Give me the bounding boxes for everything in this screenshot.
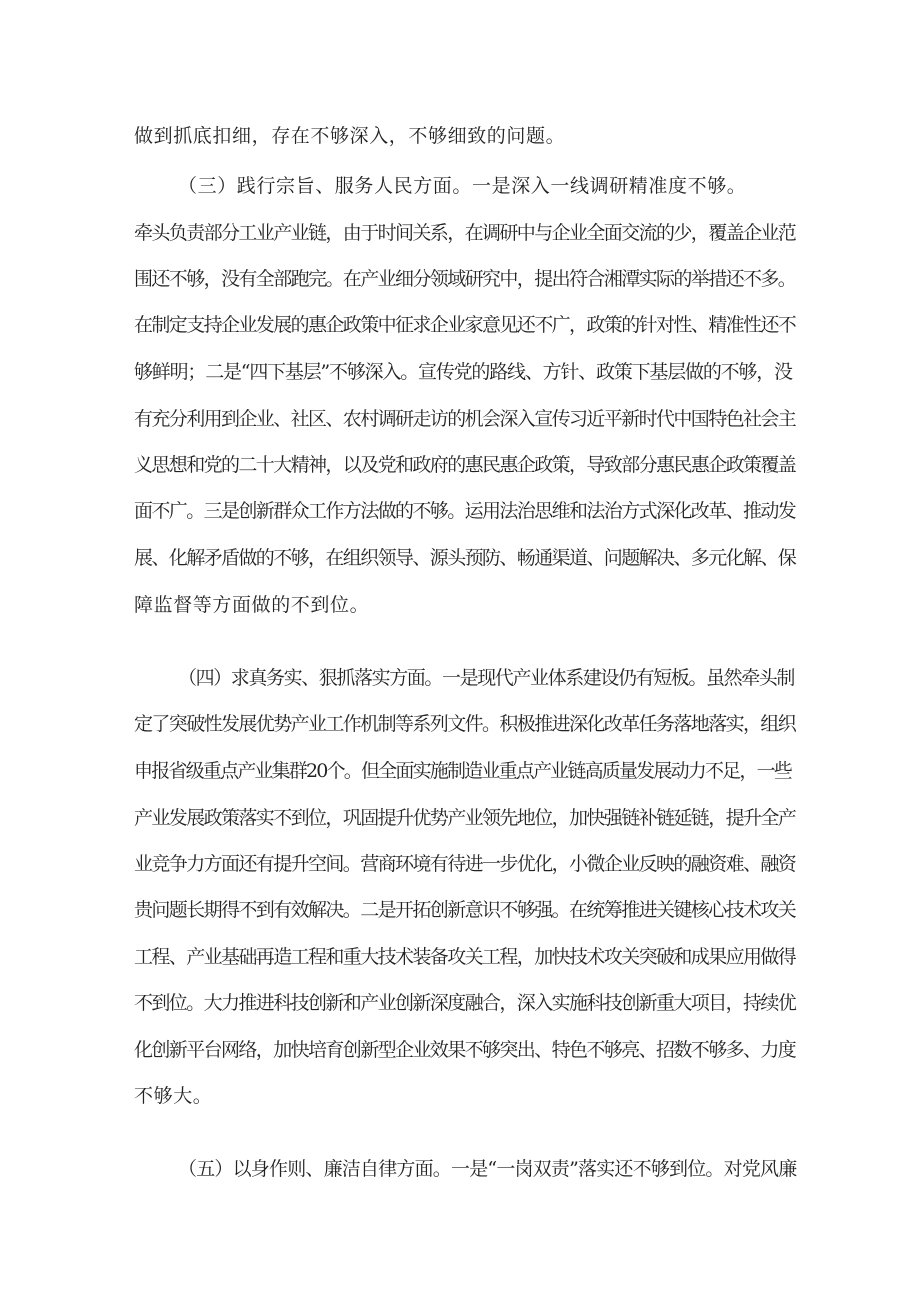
text-line: 产业发展政策落实不到位，巩固提升优势产业领先地位，加快强链补链延链，提升全产 xyxy=(134,807,796,829)
text-line: 在制定支持企业发展的惠企政策中征求企业家意见还不广，政策的针对性、精准性还不 xyxy=(134,314,796,336)
text-line: 定了突破性发展优势产业工作机制等系列文件。积极推进深化改革任务落地落实，组织 xyxy=(134,713,796,735)
text-line: 申报省级重点产业集群20个。但全面实施制造业重点产业链高质量发展动力不足，一些 xyxy=(134,760,791,782)
text-line: 不到位。大力推进科技创新和产业创新深度融合，深入实施科技创新重大项目，持续优 xyxy=(134,992,796,1014)
section-heading-5: （五）以身作则、廉洁自律方面。一是“一岗双责”落实还不够到位。对党风廉 xyxy=(178,1158,797,1180)
text-line: 障监督等方面做的不到位。 xyxy=(134,594,370,616)
text-line: 面不广。三是创新群众工作方法做的不够。运用法治思维和法治方式深化改革、推动发 xyxy=(134,500,796,522)
text-line: 做到抓底扣细，存在不够深入，不够细致的问题。 xyxy=(134,125,566,147)
text-line: 业竞争力方面还有提升空间。营商环境有待进一步优化，小微企业反映的融资难、融资 xyxy=(134,853,796,875)
section-heading-4: （四）求真务实、狠抓落实方面。一是现代产业体系建设仍有短板。虽然牵头制 xyxy=(178,667,795,689)
text-line: 围还不够，没有全部跑完。在产业细分领域研究中，提出符合湘潭实际的举措还不多。 xyxy=(134,268,796,290)
text-line: 贵问题长期得不到有效解决。二是开拓创新意识不够强。在统筹推进关键核心技术攻关 xyxy=(134,899,796,921)
text-line: 化创新平台网络，加快培育创新型企业效果不够突出、特色不够亮、招数不够多、力度 xyxy=(134,1039,796,1061)
text-line: 不够大。 xyxy=(134,1085,213,1107)
text-line: 有充分利用到企业、社区、农村调研走访的机会深入宣传习近平新时代中国特色社会主 xyxy=(134,408,796,430)
text-line: 工程、产业基础再造工程和重大技术装备攻关工程，加快技术攻关突破和成果应用做得 xyxy=(134,946,796,968)
text-line: 义思想和党的二十大精神，以及党和政府的惠民惠企政策，导致部分惠民惠企政策覆盖 xyxy=(134,454,796,476)
text-line: 够鲜明；二是“四下基层”不够深入。宣传党的路线、方针、政策下基层做的不够，没 xyxy=(134,361,792,383)
text-line: 牵头负责部分工业产业链，由于时间关系，在调研中与企业全面交流的少，覆盖企业范 xyxy=(134,222,796,244)
text-line: 展、化解矛盾做的不够，在组织领导、源头预防、畅通渠道、问题解决、多元化解、保 xyxy=(134,547,796,569)
section-heading-3: （三）践行宗旨、服务人民方面。一是深入一线调研精准度不够。 xyxy=(178,175,747,197)
